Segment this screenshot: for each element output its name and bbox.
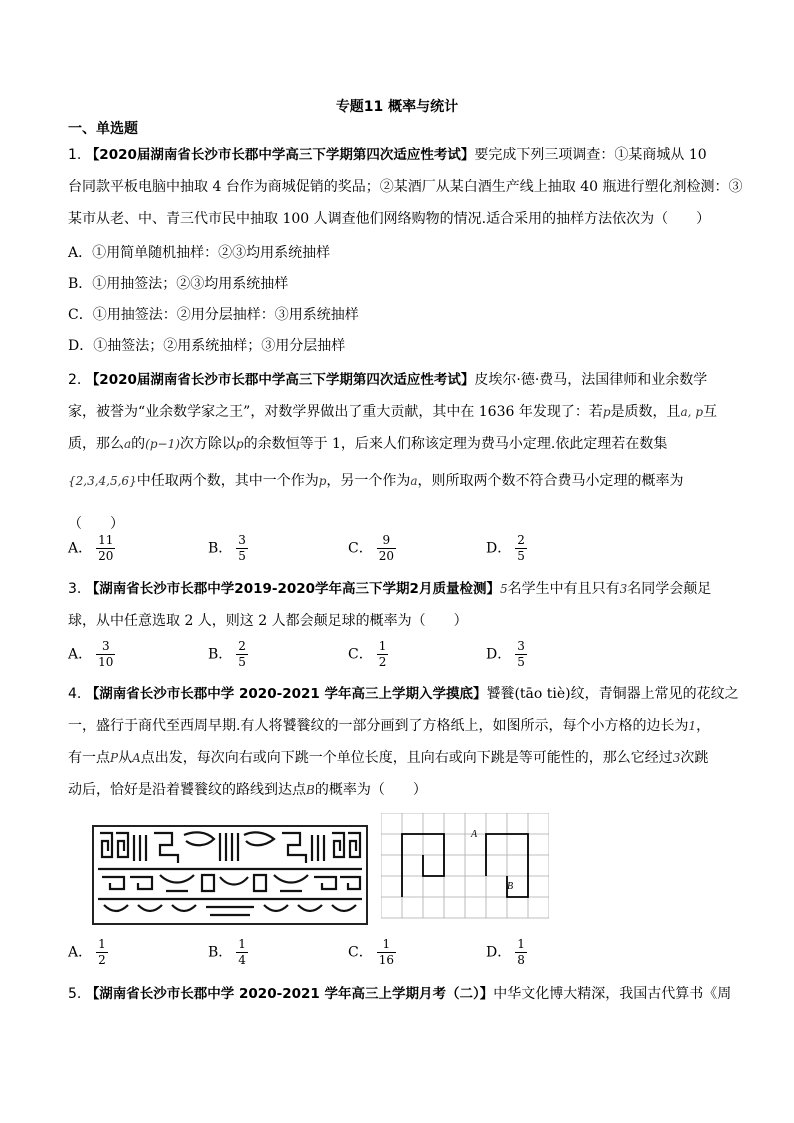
q1-line-2: 台同款平板电脑中抽取 4 台作为商城促销的奖品；②某酒厂从某白酒生产线上抽取 40 瓶进行塑化剂检测：③: [68, 179, 743, 195]
q2-line-5: （ ）: [68, 516, 124, 532]
q2-option-c: C． $\frac{9}{20}$: [348, 533, 394, 563]
q4-option-a: A． $\frac{1}{2}$: [68, 937, 106, 967]
q2-options: [68, 533, 708, 569]
q3-option-c: C． $\frac{1}{2}$: [348, 639, 387, 669]
question-3: [68, 573, 748, 637]
q1-option-a: A．①用简单随机抽样：②③均用系统抽样: [68, 245, 331, 261]
q4-line-3: 有一点P从A点出发，每次向右或向下跳一个单位长度，且向右或向下跳是等可能性的，那么它经过3次跳: [68, 750, 709, 766]
point-a-label: A: [471, 829, 478, 840]
q1-line-3: 某市从老、中、青三代市民中抽取 100 人调查他们网络购物的情况.适合采用的抽样方法依次为（ ）: [68, 211, 711, 227]
q1-source: 【2020届湖南省长沙市长郡中学高三下学期第四次适应性考试】: [85, 147, 475, 163]
q2-source: 【2020届湖南省长沙市长郡中学高三下学期第四次适应性考试】: [85, 372, 475, 388]
q2-line-3: 质，那么a的(p−1)次方除以p的余数恒等于 1，后来人们称该定理为费马小定理.依此定理若在数集: [68, 436, 668, 452]
q2-option-b: B． $\frac{3}{5}$: [208, 533, 246, 563]
question-1: [68, 139, 748, 235]
q5-source: 【湖南省长沙市长郡中学 2020-2021 学年高三上学期月考（二）】: [85, 986, 494, 1002]
q1-option-b: B．①用抽签法；②③均用系统抽样: [68, 276, 289, 292]
taotie-pattern-image: [92, 825, 368, 925]
q3-source: 【湖南省长沙市长郡中学2019-2020学年高三下学期2月质量检测】: [85, 581, 500, 597]
q3-option-d: D． $\frac{3}{5}$: [486, 639, 525, 669]
q3-line-2: 球，从中任意选取 2 人，则这 2 人都会颠足球的概率为（ ）: [68, 613, 468, 629]
q4-line-2: 一，盛行于商代至西周早期.有人将饕餮纹的一部分画到了方格纸上，如图所示，每个小方格的边长为1，: [68, 718, 711, 734]
q4-options: [68, 937, 708, 973]
grid-path-diagram: [381, 813, 549, 925]
q2-line-1: 2. 【2020届湖南省长沙市长郡中学高三下学期第四次适应性考试】皮埃尔·德·费马，法国律师和业余数学: [68, 372, 708, 388]
q4-source: 【湖南省长沙市长郡中学 2020-2021 学年高三上学期入学摸底】: [85, 686, 487, 702]
page-title: 专题11 概率与统计: [335, 99, 459, 115]
q4-option-b: B． $\frac{1}{4}$: [208, 937, 246, 967]
q5-line-1: 5. 【湖南省长沙市长郡中学 2020-2021 学年高三上学期月考（二）】中华文化博大精深，我国古代算书《周: [68, 986, 732, 1002]
q4-line-1: 4. 【湖南省长沙市长郡中学 2020-2021 学年高三上学期入学摸底】饕餮(tāo tiè)纹，青铜器上常见的花纹之: [68, 686, 739, 702]
point-b-label: B: [507, 881, 514, 892]
q2-option-a: A． $\frac{11}{20}$: [68, 533, 114, 563]
grid-figure: [381, 813, 549, 929]
q1-option-c: C．①用抽签法：②用分层抽样：③用系统抽样: [68, 307, 359, 323]
q3-option-a: A． $\frac{3}{10}$: [68, 639, 114, 669]
question-2: [68, 364, 748, 546]
q3-line-1: 3. 【湖南省长沙市长郡中学2019-2020学年高三下学期2月质量检测】5名学生中有且只有3名同学会颠足: [68, 581, 712, 597]
q4-option-d: D． $\frac{1}{8}$: [486, 937, 525, 967]
q3-options: [68, 639, 708, 675]
q4-line-4: 动后，恰好是沿着饕餮纹的路线到达点B的概率为（ ）: [68, 782, 427, 798]
q2-line-2: 家，被誉为“业余数学家之王”，对数学界做出了重大贡献，其中在 1636 年发现了：若p是质数，且a, p互: [68, 404, 717, 420]
q1-line-1: 1. 【2020届湖南省长沙市长郡中学高三下学期第四次适应性考试】要完成下列三项调查：①某商城从 10: [68, 147, 707, 163]
q2-line-4: {2,3,4,5,6}中任取两个数，其中一个作为p，另一个作为a，则所取两个数不符合费马小定理的概率为: [68, 473, 684, 489]
question-4: [68, 678, 748, 806]
q1-option-d: D．①抽签法；②用系统抽样；③用分层抽样: [68, 338, 346, 354]
q3-option-b: B． $\frac{2}{5}$: [208, 639, 246, 669]
section-heading: 一、单选题: [68, 121, 138, 137]
q2-option-d: D． $\frac{2}{5}$: [486, 533, 525, 563]
question-5: [68, 978, 748, 1010]
taotie-pattern-drawing: [94, 827, 366, 923]
q4-option-c: C． $\frac{1}{16}$: [348, 937, 394, 967]
